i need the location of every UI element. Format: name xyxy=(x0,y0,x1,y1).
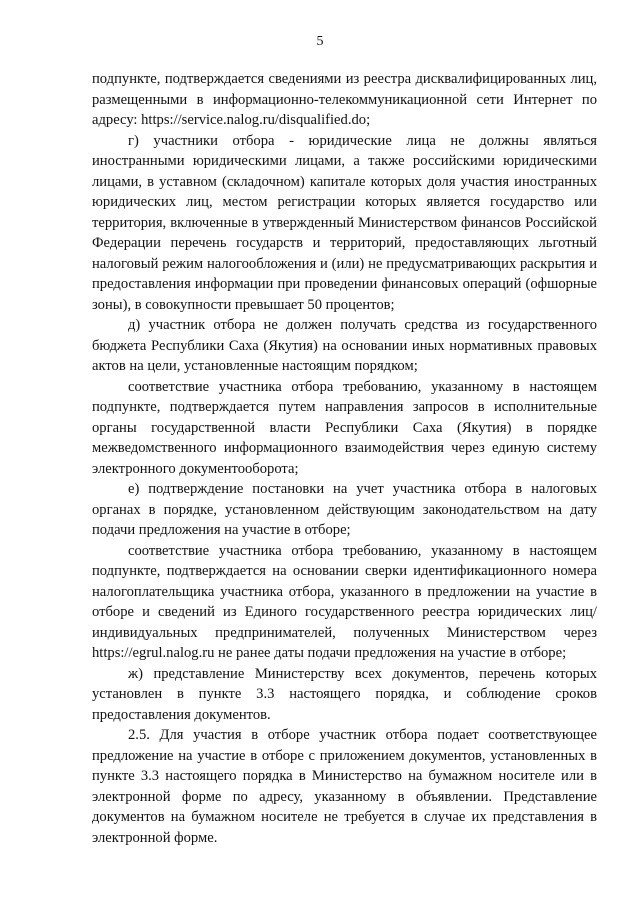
paragraph-continuation: подпункте, подтверждается сведениями из реестра дисквалифицированных лиц, размещенными в информационно-телекоммуникационной сети Интернет по адресу: https://service.nalog.ru/disqualified.do; xyxy=(92,71,597,128)
paragraph-item-e-compliance: соответствие участника отбора требованию, указанному в настоящем подпункте, подтверждается на основании сверки идентификационного номера налогоплательщика участника отбора, указанного в предложении на участие в отборе и сведений из Единого государственного реестра юридических лиц/индивидуальных предпринимателей, полученных Министерством через https://egrul.nalog.ru не ранее даты подачи предложения на участие в отборе; xyxy=(92,542,597,661)
page-number: 5 xyxy=(316,34,324,49)
paragraph-item-e: е) подтверждение постановки на учет участника отбора в налоговых органах в порядке, установленном действующим законодательством на дату подачи предложения на участие в отборе; xyxy=(92,481,597,538)
document-body xyxy=(92,69,597,848)
paragraph-item-zh: ж) представление Министерству всех документов, перечень которых установлен в пункте 3.3 настоящего порядка, и соблюдение сроков предоставления документов. xyxy=(92,665,597,723)
paragraph-item-g: г) участники отбора - юридические лица не должны являться иностранными юридическими лицами, а также российскими юридическими лицами, в уставном (складочном) капитале которых доля участия иностранных юридических лиц, местом регистрации которых является государство или территория, включенные в утвержденный Министерством финансов Российской Федерации перечень государств и территорий, предоставляющих льготный налоговый режим налогообложения и (или) не предусматривающих раскрытия и предоставления информации при проведении финансовых операций (офшорные зоны), в совокупности превышает 50 процентов; xyxy=(92,132,597,313)
paragraph-section-2-5: 2.5. Для участия в отборе участник отбора подает соответствующее предложение на участие в отборе с приложением документов, установленных в пункте 3.3 настоящего порядка в Министерство на бумажном носителе или в электронной форме по адресу, указанному в объявлении. Представление документов на бумажном носителе не требуется в случае их представления в электронной форме. xyxy=(92,727,597,846)
paragraph-item-d-compliance: соответствие участника отбора требованию, указанному в настоящем подпункте, подтверждается путем направления запросов в исполнительные органы государственной власти Республики Саха (Якутия) в порядке межведомственного информационного взаимодействия через единую систему электронного документооборота; xyxy=(92,378,597,477)
paragraph-item-d: д) участник отбора не должен получать средства из государственного бюджета Республики Саха (Якутия) на основании иных нормативных правовых актов на цели, установленные настоящим порядком; xyxy=(92,317,597,374)
